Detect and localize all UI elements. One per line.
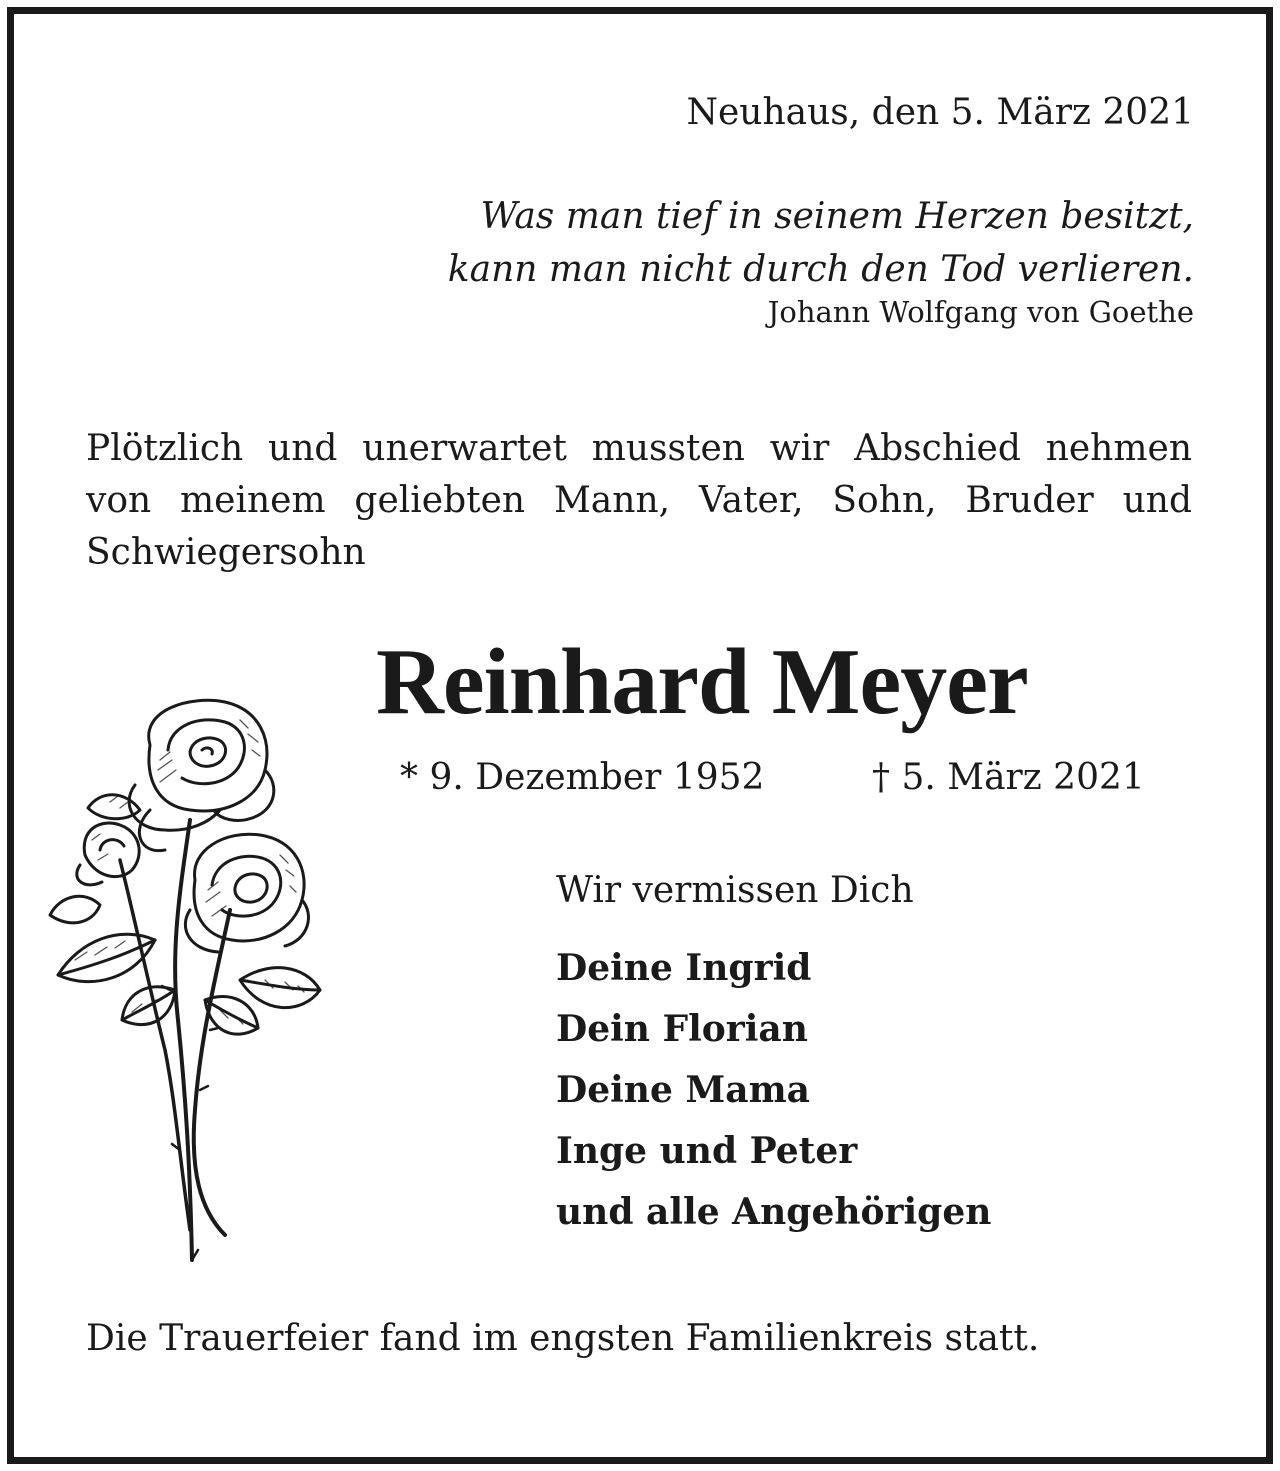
signers-list bbox=[556, 938, 991, 1243]
quote-line: kann man nicht durch den Tod verlieren. bbox=[447, 249, 1194, 290]
mourning-message: Wir vermissen Dich bbox=[556, 870, 914, 911]
signer: Deine Mama bbox=[556, 1069, 811, 1111]
quote-author: Johann Wolfgang von Goethe bbox=[767, 295, 1194, 329]
deceased-name: Reinhard Meyer bbox=[376, 630, 1028, 734]
quote-line: Was man tief in seinem Herzen besitzt, bbox=[480, 196, 1194, 237]
signer: und alle Angehörigen bbox=[556, 1191, 992, 1233]
rose-bouquet-icon bbox=[40, 690, 330, 1270]
signer: Deine Ingrid bbox=[556, 947, 812, 989]
funeral-note: Die Trauerfeier fand im engsten Familienkreis statt. bbox=[86, 1318, 1040, 1359]
quote bbox=[448, 190, 1194, 296]
signer: Dein Florian bbox=[556, 1008, 808, 1050]
birth-date: * 9. Dezember 1952 bbox=[400, 757, 765, 798]
death-date: † 5. März 2021 bbox=[872, 757, 1145, 798]
intro-text bbox=[86, 423, 1192, 579]
intro-line: von meinem geliebten Mann, Vater, Sohn, Bruder und bbox=[86, 480, 1192, 521]
intro-line: Plötzlich und unerwartet mussten wir Abschied nehmen bbox=[86, 428, 1192, 469]
signer: Inge und Peter bbox=[556, 1130, 858, 1172]
intro-line: Schwiegersohn bbox=[86, 532, 366, 573]
place-date: Neuhaus, den 5. März 2021 bbox=[686, 92, 1194, 133]
